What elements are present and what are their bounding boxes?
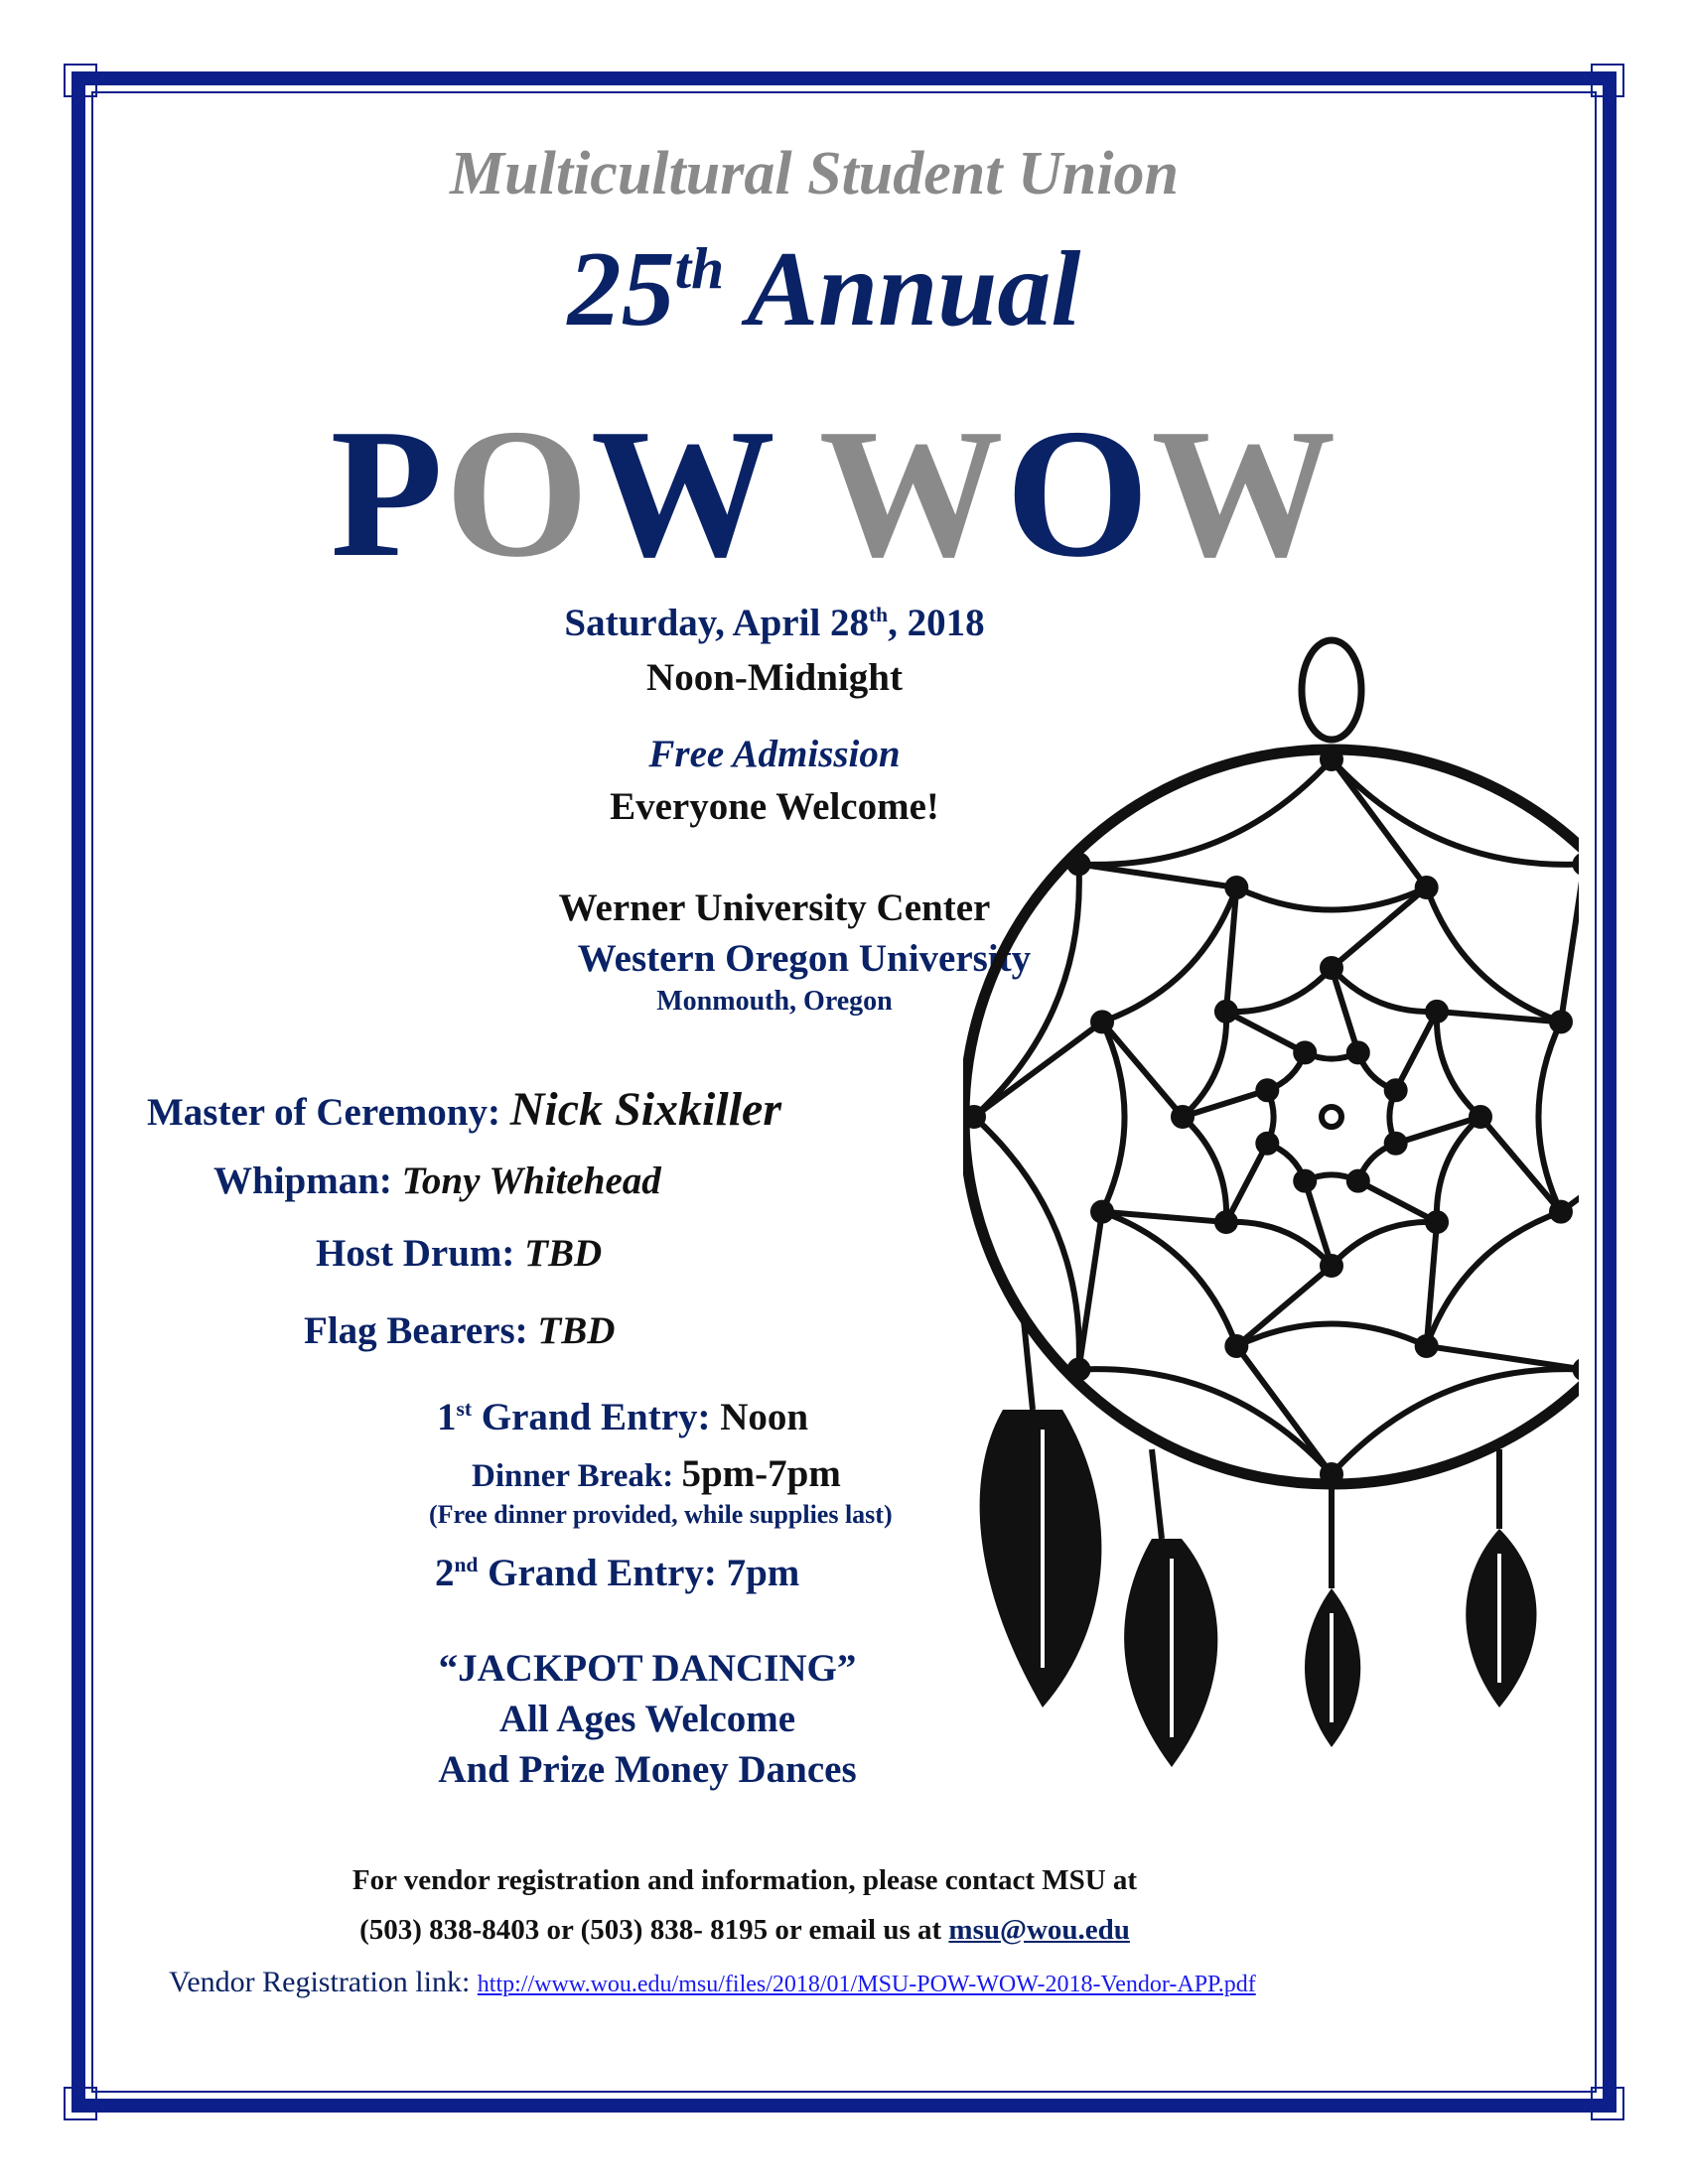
web-strand xyxy=(1102,1022,1125,1211)
grand-entry-2 xyxy=(435,1551,799,1595)
web-strand xyxy=(1561,1117,1579,1212)
web-strand xyxy=(1226,1222,1332,1266)
web-strand xyxy=(1226,1012,1305,1052)
corner-ornament xyxy=(1591,2087,1624,2120)
web-strand xyxy=(1322,1107,1341,1127)
mc-line xyxy=(147,1082,781,1137)
entry2-num: 2 xyxy=(435,1552,455,1594)
date-year: , 2018 xyxy=(888,602,985,644)
web-strand xyxy=(1561,864,1579,1022)
pow-word-w: W xyxy=(590,391,774,596)
web-strand xyxy=(1358,1181,1437,1222)
dinner-note: (Free dinner provided, while supplies last) xyxy=(429,1500,893,1529)
dinner-break xyxy=(472,1451,841,1496)
annual-word: Annual xyxy=(747,230,1081,348)
web xyxy=(965,751,1579,1483)
ordinal-suffix: th xyxy=(674,235,725,301)
anniversary-title xyxy=(0,228,1668,351)
entry1-num: 1 xyxy=(437,1396,457,1438)
dinner-time: 5pm-7pm xyxy=(681,1452,841,1495)
web-strand xyxy=(1183,1012,1226,1117)
whipman-label: Whipman: xyxy=(213,1160,392,1202)
web-strand xyxy=(1332,1222,1437,1266)
org-title: Multicultural Student Union xyxy=(450,140,1179,207)
vendor-label: Vendor Registration link: xyxy=(169,1966,478,1998)
drum-line xyxy=(316,1231,602,1276)
drum-name: TBD xyxy=(524,1232,603,1275)
web-strand xyxy=(1480,1117,1561,1212)
pow-word-o: O xyxy=(445,391,591,596)
whipman-name: Tony Whitehead xyxy=(401,1160,661,1202)
flag-name: TBD xyxy=(537,1309,616,1352)
mc-label: Master of Ceremony: xyxy=(147,1091,500,1134)
web-strand xyxy=(1427,1346,1579,1370)
web-strand xyxy=(1102,1212,1236,1346)
mc-name: Nick Sixkiller xyxy=(509,1083,782,1136)
date-suffix: th xyxy=(869,603,889,626)
wow-word-w: W xyxy=(818,391,1006,596)
web-strand xyxy=(1102,887,1236,1022)
corner-ornament xyxy=(64,64,97,97)
drum-label: Host Drum: xyxy=(316,1232,515,1275)
jackpot-ages: All Ages Welcome xyxy=(498,1698,796,1740)
vendor-contact-text: For vendor registration and information, please contact MSU at xyxy=(352,1864,1138,1896)
entry2-suffix: nd xyxy=(454,1553,479,1576)
grand-entry-1 xyxy=(437,1395,808,1439)
jackpot-prize: And Prize Money Dances xyxy=(438,1748,857,1791)
entry1-time: Noon xyxy=(720,1396,809,1438)
web-strand xyxy=(1183,1117,1226,1222)
web-strand xyxy=(1236,1323,1426,1346)
dinner-label: Dinner Break: xyxy=(472,1458,674,1494)
event-title xyxy=(0,387,1678,600)
entry1-suffix: st xyxy=(456,1397,472,1421)
web-strand xyxy=(1236,887,1426,910)
vendor-registration xyxy=(169,1966,1256,1999)
web-strand xyxy=(1332,968,1437,1012)
vendor-link[interactable]: http://www.wou.edu/msu/files/2018/01/MSU-POW-WOW-2018-Vendor-APP.pdf xyxy=(477,1972,1256,1997)
hanging-loop xyxy=(1302,640,1361,740)
university-name: Western Oregon University xyxy=(577,937,1032,980)
phone-numbers: (503) 838-8403 or (503) 838- 8195 or email us at xyxy=(359,1914,949,1946)
jackpot-title: “JACKPOT DANCING” xyxy=(438,1647,857,1690)
web-strand xyxy=(1102,1022,1183,1117)
city-name: Monmouth, Oregon xyxy=(656,986,893,1017)
dreamcatcher-icon xyxy=(963,635,1579,1767)
whipman-line xyxy=(213,1159,661,1203)
wow-word-o: O xyxy=(1005,391,1152,596)
wow-word-w2: W xyxy=(1151,391,1338,596)
web-strand xyxy=(1427,1212,1561,1346)
entry1-label: Grand Entry: xyxy=(471,1396,711,1438)
venue-name: Werner University Center xyxy=(558,887,991,929)
web-strand xyxy=(1226,1144,1267,1222)
ordinal-number: 25 xyxy=(567,230,675,348)
web-strand xyxy=(1538,1022,1561,1211)
flag-line xyxy=(304,1308,615,1353)
web-strand xyxy=(1078,1212,1102,1370)
flag-label: Flag Bearers: xyxy=(304,1309,528,1352)
event-time: Noon-Midnight xyxy=(646,656,903,699)
web-strand xyxy=(1332,887,1427,968)
web-strand xyxy=(1576,855,1579,873)
web-strand xyxy=(1396,1012,1437,1090)
pow-word: P xyxy=(330,391,446,596)
email-link[interactable]: msu@wou.edu xyxy=(948,1914,1130,1946)
web-strand xyxy=(1437,1117,1480,1222)
welcome-text: Everyone Welcome! xyxy=(610,785,939,828)
corner-ornament xyxy=(1591,64,1624,97)
web-strand xyxy=(1226,968,1332,1012)
web-strand xyxy=(1236,1266,1332,1346)
web-strand xyxy=(1078,864,1236,887)
corner-ornament xyxy=(64,2087,97,2120)
date-prefix: Saturday, April 28 xyxy=(564,602,870,644)
web-strand xyxy=(1437,1012,1480,1117)
entry2-label: Grand Entry: 7pm xyxy=(478,1552,800,1594)
admission-text: Free Admission xyxy=(648,733,901,775)
web-strand xyxy=(1427,887,1561,1022)
vendor-phones xyxy=(0,1914,1589,1947)
